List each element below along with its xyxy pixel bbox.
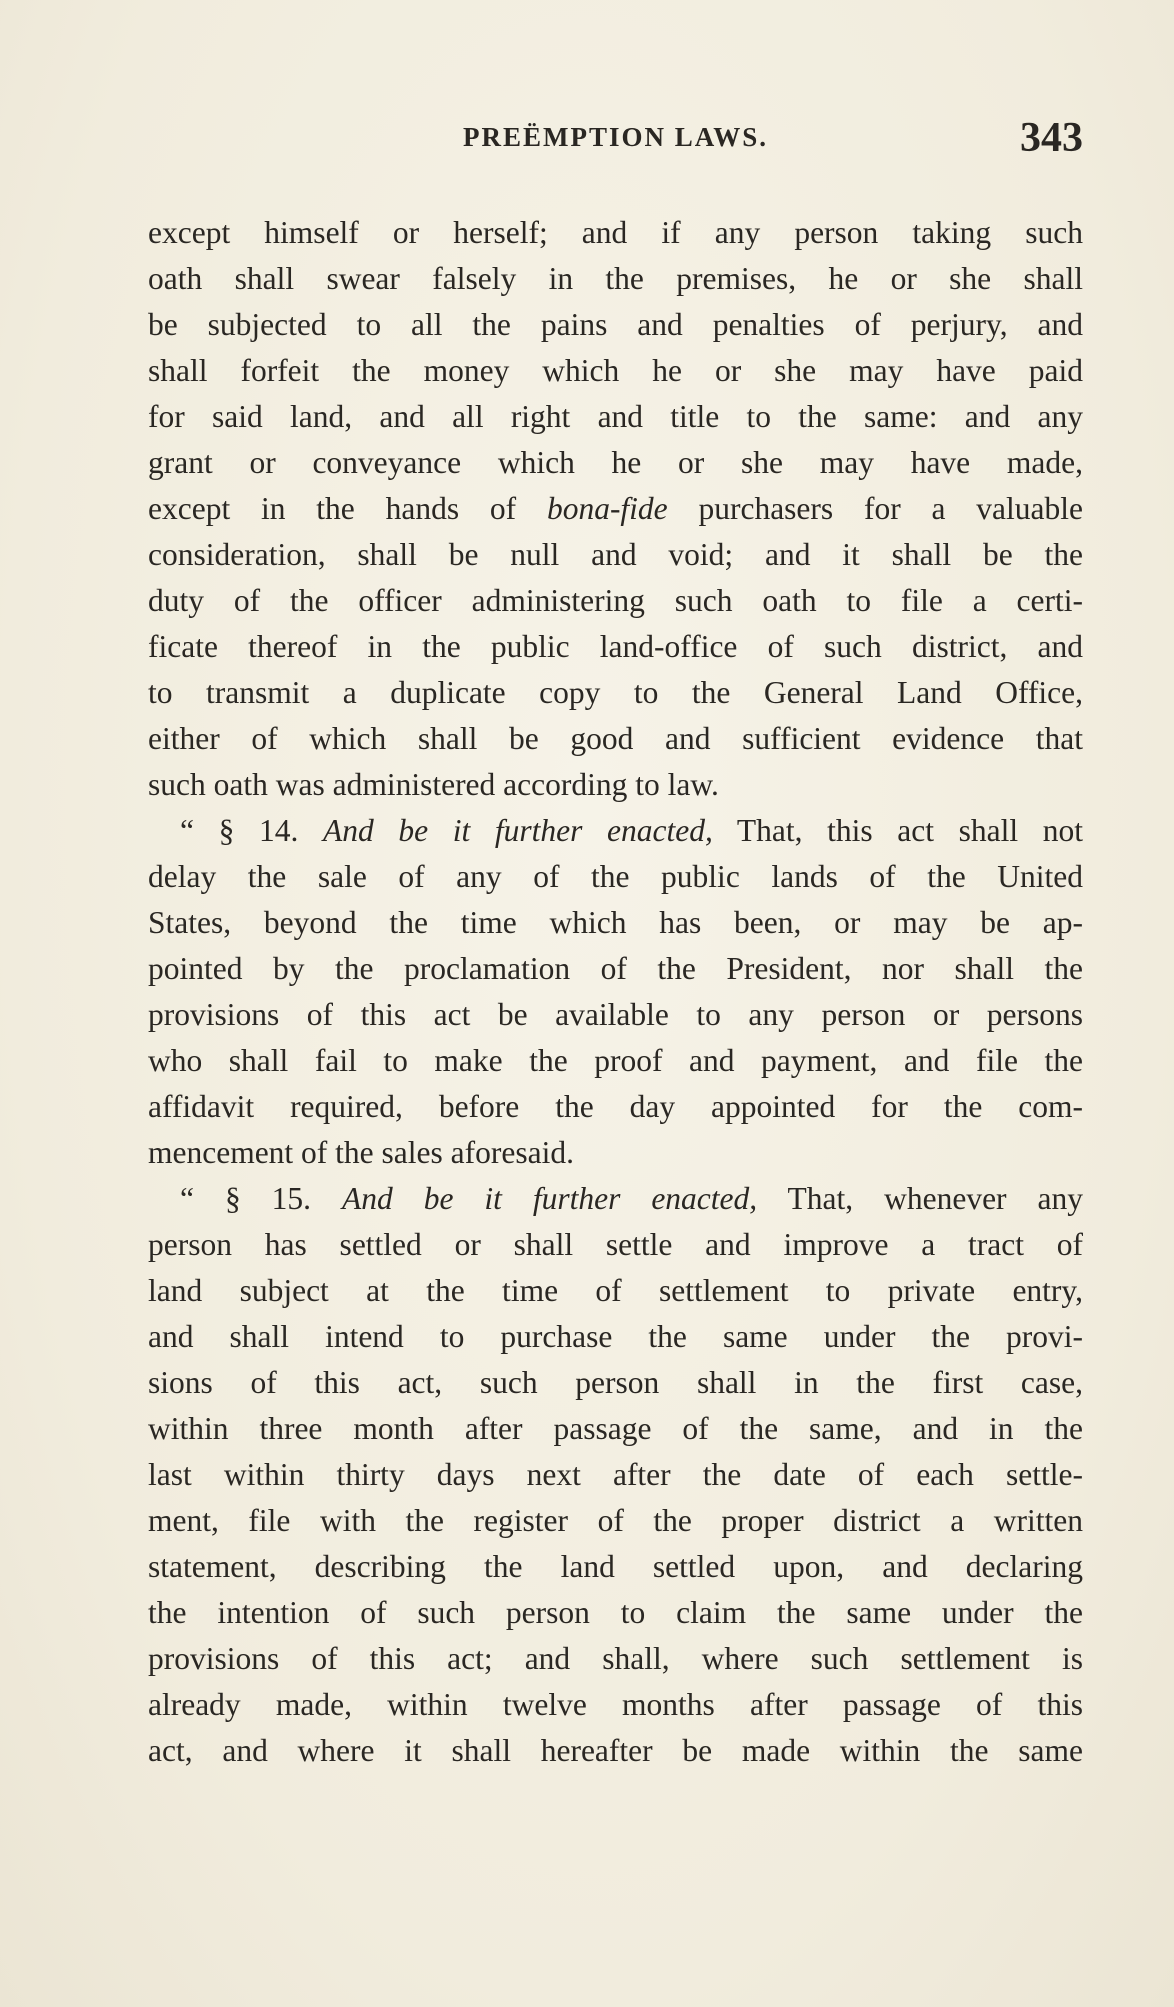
text-line: such oath was administered according to law. [148,767,719,802]
text-line: person has settled or shall settle and improve a tract of [148,1227,1083,1262]
text-line: land subject at the time of settlement to private entry, [148,1273,1083,1308]
text-line: within three month after passage of the same, and in the [148,1411,1083,1446]
text-segment: That, whenever any [757,1181,1083,1216]
italic-phrase: bona-fide [546,491,668,526]
text-line: sions of this act, such person shall in the first case, [148,1365,1083,1400]
text-line: consideration, shall be null and void; and it shall be the [148,537,1083,572]
text-line: the intention of such person to claim the same under the [148,1595,1083,1630]
text-segment: purchasers for a valuable [667,491,1083,526]
text-line: who shall fail to make the proof and payment, and file the [148,1043,1083,1078]
text-line: oath shall swear falsely in the premises, he or she shall [148,261,1083,296]
text-line: duty of the officer administering such oath to file a certi- [148,583,1083,618]
text-line: ficate thereof in the public land-office of such district, and [148,629,1083,664]
enacting-clause: And be it further enacted, [323,813,713,848]
text-segment: That, this act shall not [712,813,1083,848]
section-14-heading-line [148,808,1083,854]
body-text [148,210,1083,1774]
text-line: statement, describing the land settled upon, and declaring [148,1549,1083,1584]
text-line: delay the sale of any of the public lands of the United [148,859,1083,894]
text-line: States, beyond the time which has been, or may be ap- [148,905,1083,940]
text-line: except himself or herself; and if any person taking such [148,215,1083,250]
text-line: provisions of this act; and shall, where such settlement is [148,1641,1083,1676]
text-line: to transmit a duplicate copy to the General Land Office, [148,675,1083,710]
page-number: 343 [1020,115,1083,161]
text-line [148,486,1083,532]
text-line: ment, file with the register of the proper district a written [148,1503,1083,1538]
text-line: last within thirty days next after the date of each settle- [148,1457,1083,1492]
running-title: PREËMPTION LAWS. [462,122,769,152]
text-segment: except in the hands of [148,491,547,526]
text-line: act, and where it shall hereafter be made within the same [148,1733,1083,1768]
text-line: grant or conveyance which he or she may have made, [148,445,1083,480]
section-number: “ § 14. [180,813,323,848]
text-line: already made, within twelve months after passage of this [148,1687,1083,1722]
text-line: affidavit required, before the day appointed for the com- [148,1089,1083,1124]
text-line: mencement of the sales aforesaid. [148,1135,574,1170]
section-15-heading-line [148,1176,1083,1222]
text-line: shall forfeit the money which he or she may have paid [148,353,1083,388]
text-line: be subjected to all the pains and penalties of perjury, and [148,307,1083,342]
running-head [148,115,1083,170]
text-line: and shall intend to purchase the same under the provi- [148,1319,1083,1354]
enacting-clause: And be it further enacted, [342,1181,758,1216]
text-line: provisions of this act be available to any person or persons [148,997,1083,1032]
text-line: for said land, and all right and title to the same: and any [148,399,1083,434]
section-number: “ § 15. [180,1181,342,1216]
text-line: either of which shall be good and sufficient evidence that [148,721,1083,756]
text-line: pointed by the proclamation of the President, nor shall the [148,951,1083,986]
